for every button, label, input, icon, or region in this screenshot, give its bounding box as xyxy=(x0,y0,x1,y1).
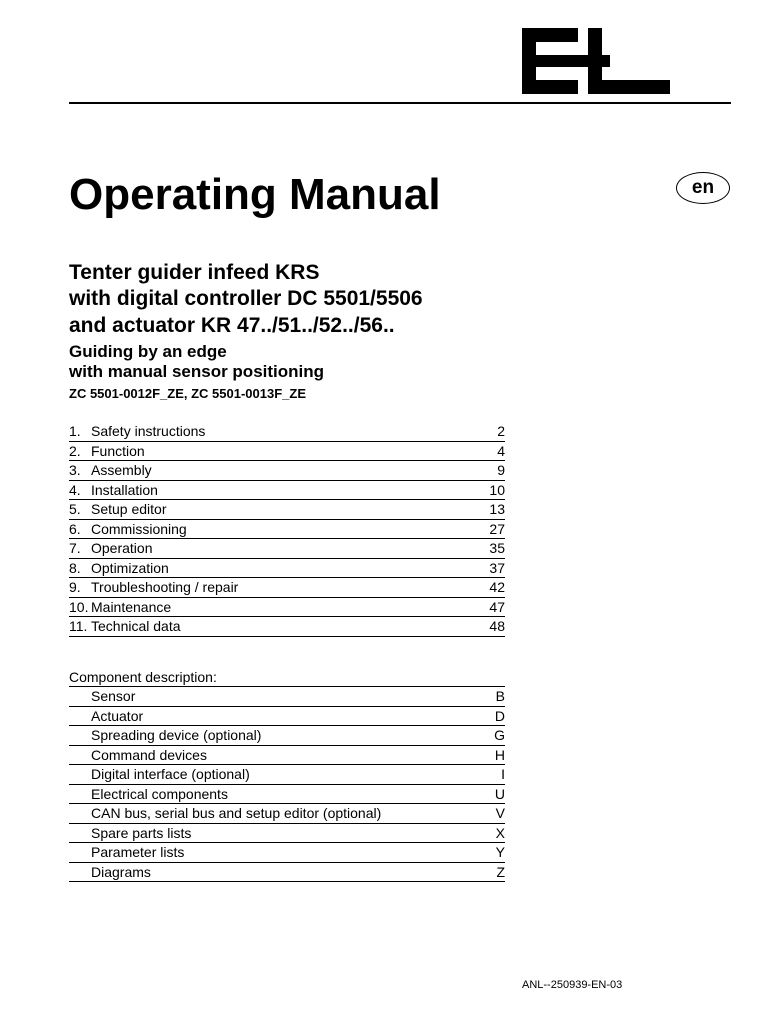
toc-page-number: 27 xyxy=(489,520,505,537)
toc-row xyxy=(69,500,505,520)
component-letter: D xyxy=(494,707,505,724)
toc-title: Operation xyxy=(91,540,153,556)
component-row xyxy=(69,765,505,785)
el-logo-icon xyxy=(522,28,670,94)
toc-number: 11. xyxy=(69,618,88,634)
toc-page-number: 48 xyxy=(489,618,505,634)
subtitle-line-4: Guiding by an edge xyxy=(69,342,227,361)
toc-row xyxy=(69,481,505,501)
header-rule xyxy=(69,102,731,104)
toc-page-number: 37 xyxy=(489,559,505,576)
toc-number: 10. xyxy=(69,598,89,615)
toc-number: 3. xyxy=(69,462,81,478)
toc-number: 9. xyxy=(69,579,81,595)
toc-row xyxy=(69,442,505,462)
component-title: Spreading device (optional) xyxy=(91,727,262,743)
product-codes: ZC 5501-0012F_ZE, ZC 5501-0013F_ZE xyxy=(69,386,307,401)
toc-number: 5. xyxy=(69,501,81,517)
component-title: Actuator xyxy=(91,707,144,724)
toc-number: 1. xyxy=(69,423,81,439)
component-title: Electrical components xyxy=(91,785,228,802)
component-title: Diagrams xyxy=(91,863,151,880)
component-letter: V xyxy=(495,805,505,821)
component-title: Sensor xyxy=(91,688,136,704)
toc-number: 6. xyxy=(69,520,81,537)
toc-title: Commissioning xyxy=(91,520,187,537)
toc-title: Safety instructions xyxy=(91,423,206,439)
toc-title: Setup editor xyxy=(91,501,167,517)
component-title: Command devices xyxy=(91,746,207,763)
toc-title: Troubleshooting / repair xyxy=(91,579,239,595)
toc-title: Assembly xyxy=(91,462,152,478)
toc-row xyxy=(69,520,505,540)
component-letter: G xyxy=(494,727,505,743)
component-description-heading: Component description: xyxy=(69,669,217,685)
component-title: CAN bus, serial bus and setup editor (optional) xyxy=(91,805,382,821)
subtitle-line-5: with manual sensor positioning xyxy=(69,362,325,381)
component-row xyxy=(69,687,505,707)
component-title: Digital interface (optional) xyxy=(91,766,250,782)
component-letter: Z xyxy=(496,863,505,880)
component-letter: B xyxy=(495,688,505,704)
component-title: Spare parts lists xyxy=(91,824,192,841)
toc-row xyxy=(69,617,505,637)
toc-row xyxy=(69,539,505,559)
toc-row xyxy=(69,461,505,481)
toc-title: Installation xyxy=(91,481,158,498)
subtitle-line-3: and actuator KR 47../51../52../56.. xyxy=(69,314,395,337)
component-letter: I xyxy=(501,766,505,782)
document-id: ANL--250939-EN-03 xyxy=(522,979,623,991)
component-letter: H xyxy=(494,746,505,763)
toc-title: Optimization xyxy=(91,559,169,576)
component-letter: Y xyxy=(495,844,505,860)
toc-page-number: 35 xyxy=(489,540,505,556)
component-row xyxy=(69,824,505,844)
toc-title: Technical data xyxy=(91,618,181,634)
toc-title: Maintenance xyxy=(91,598,172,615)
toc-number: 4. xyxy=(69,481,81,498)
table-of-contents xyxy=(69,422,505,637)
toc-page-number: 9 xyxy=(497,462,505,478)
component-row xyxy=(69,843,505,863)
toc-number: 8. xyxy=(69,559,81,576)
toc-number: 2. xyxy=(69,442,81,459)
toc-page-number: 47 xyxy=(489,598,505,615)
toc-number: 7. xyxy=(69,540,81,556)
toc-page-number: 13 xyxy=(489,501,505,517)
toc-row xyxy=(69,422,505,442)
component-row xyxy=(69,707,505,727)
toc-page-number: 4 xyxy=(497,442,505,459)
component-description-list xyxy=(69,686,505,882)
component-row xyxy=(69,785,505,805)
toc-page-number: 42 xyxy=(489,579,505,595)
component-row xyxy=(69,726,505,746)
page-title: Operating Manual xyxy=(69,170,441,219)
toc-row xyxy=(69,578,505,598)
toc-row xyxy=(69,598,505,618)
component-title: Parameter lists xyxy=(91,844,185,860)
toc-page-number: 2 xyxy=(497,423,505,439)
subtitle-line-1: Tenter guider infeed KRS xyxy=(69,261,320,284)
component-row xyxy=(69,746,505,766)
component-row xyxy=(69,863,505,883)
toc-title: Function xyxy=(91,442,145,459)
component-row xyxy=(69,804,505,824)
subtitle-line-2: with digital controller DC 5501/5506 xyxy=(69,287,423,310)
component-letter: X xyxy=(495,824,505,841)
toc-row xyxy=(69,559,505,579)
component-letter: U xyxy=(494,785,505,802)
language-badge: en xyxy=(676,172,730,204)
toc-page-number: 10 xyxy=(489,481,505,498)
